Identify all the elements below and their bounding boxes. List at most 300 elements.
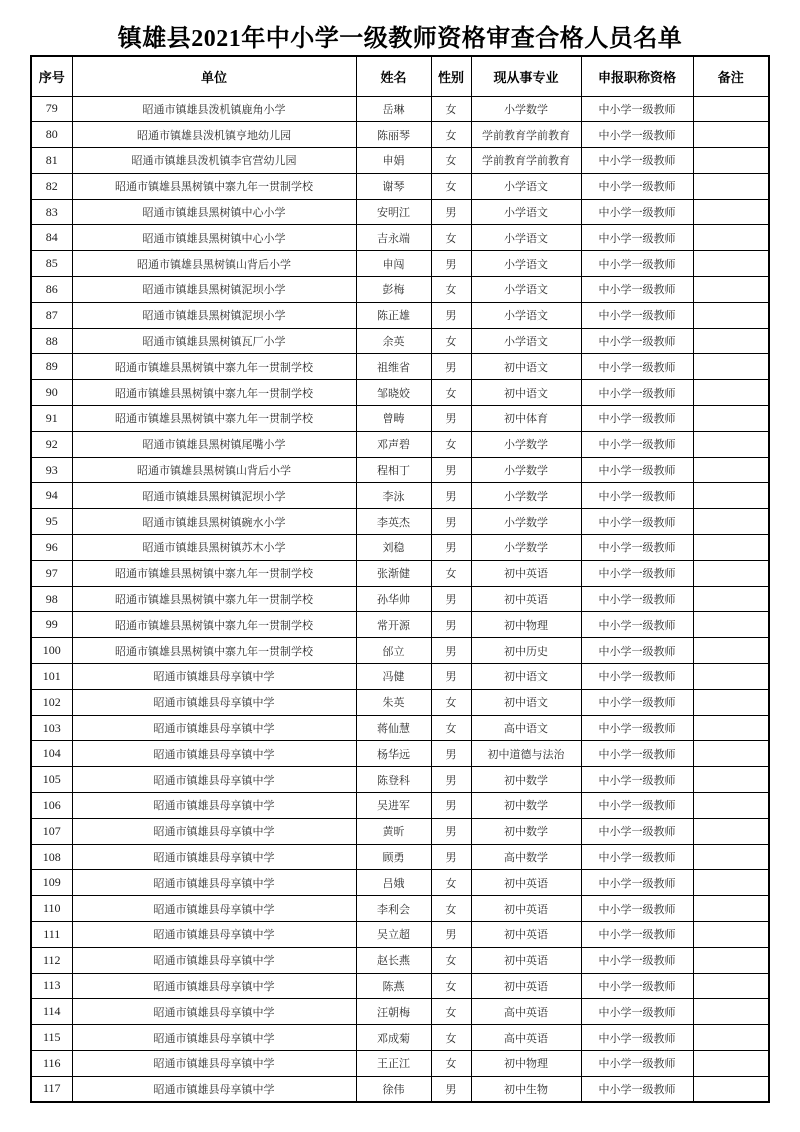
cell-qualification: 中小学一级教师	[581, 664, 693, 690]
cell-subject: 初中英语	[471, 973, 581, 999]
cell-remark	[693, 689, 769, 715]
cell-no: 100	[31, 638, 72, 664]
cell-name: 李利会	[356, 896, 431, 922]
table-row	[31, 586, 769, 612]
cell-subject: 初中英语	[471, 560, 581, 586]
cell-name: 陈丽琴	[356, 122, 431, 148]
cell-gender: 女	[431, 896, 471, 922]
table-row	[31, 612, 769, 638]
table-row	[31, 483, 769, 509]
table-row	[31, 302, 769, 328]
cell-remark	[693, 251, 769, 277]
cell-no: 105	[31, 767, 72, 793]
table-row	[31, 818, 769, 844]
cell-no: 93	[31, 457, 72, 483]
cell-gender: 男	[431, 818, 471, 844]
cell-unit: 昭通市镇雄县母享镇中学	[72, 818, 356, 844]
cell-gender: 女	[431, 870, 471, 896]
cell-remark	[693, 715, 769, 741]
cell-unit: 昭通市镇雄县母享镇中学	[72, 1025, 356, 1051]
cell-unit: 昭通市镇雄县母享镇中学	[72, 664, 356, 690]
table-row	[31, 999, 769, 1025]
cell-no: 116	[31, 1050, 72, 1076]
cell-name: 邓声碧	[356, 431, 431, 457]
cell-name: 吴进军	[356, 793, 431, 819]
cell-remark	[693, 664, 769, 690]
header-qualification: 申报职称资格	[581, 56, 693, 96]
cell-name: 常开源	[356, 612, 431, 638]
cell-no: 108	[31, 844, 72, 870]
cell-remark	[693, 870, 769, 896]
table-row	[31, 560, 769, 586]
cell-gender: 女	[431, 148, 471, 174]
cell-qualification: 中小学一级教师	[581, 277, 693, 303]
table-row	[31, 767, 769, 793]
cell-name: 徐伟	[356, 1076, 431, 1102]
cell-gender: 男	[431, 406, 471, 432]
table-row	[31, 328, 769, 354]
cell-no: 111	[31, 922, 72, 948]
cell-no: 103	[31, 715, 72, 741]
cell-name: 王正江	[356, 1050, 431, 1076]
cell-unit: 昭通市镇雄县泼机镇李官营幼儿园	[72, 148, 356, 174]
cell-remark	[693, 96, 769, 122]
cell-no: 82	[31, 173, 72, 199]
cell-no: 88	[31, 328, 72, 354]
cell-gender: 女	[431, 1025, 471, 1051]
cell-qualification: 中小学一级教师	[581, 1025, 693, 1051]
table-row	[31, 96, 769, 122]
cell-subject: 小学语文	[471, 251, 581, 277]
header-no: 序号	[31, 56, 72, 96]
cell-remark	[693, 947, 769, 973]
table-row	[31, 380, 769, 406]
cell-qualification: 中小学一级教师	[581, 1050, 693, 1076]
cell-remark	[693, 173, 769, 199]
cell-subject: 初中道德与法治	[471, 741, 581, 767]
cell-name: 祖维省	[356, 354, 431, 380]
table-row	[31, 122, 769, 148]
cell-no: 97	[31, 560, 72, 586]
cell-name: 曾畴	[356, 406, 431, 432]
cell-qualification: 中小学一级教师	[581, 1076, 693, 1102]
cell-qualification: 中小学一级教师	[581, 406, 693, 432]
cell-name: 冯健	[356, 664, 431, 690]
cell-gender: 男	[431, 251, 471, 277]
cell-subject: 小学语文	[471, 173, 581, 199]
cell-remark	[693, 354, 769, 380]
cell-subject: 初中英语	[471, 586, 581, 612]
cell-no: 96	[31, 535, 72, 561]
table-row	[31, 199, 769, 225]
cell-no: 92	[31, 431, 72, 457]
cell-no: 110	[31, 896, 72, 922]
cell-gender: 女	[431, 560, 471, 586]
table-row	[31, 922, 769, 948]
page-title: 镇雄县2021年中小学一级教师资格审查合格人员名单	[117, 26, 683, 52]
cell-unit: 昭通市镇雄县黑树镇中寨九年一贯制学校	[72, 560, 356, 586]
cell-gender: 男	[431, 638, 471, 664]
cell-gender: 男	[431, 741, 471, 767]
cell-unit: 昭通市镇雄县黑树镇尾嘴小学	[72, 431, 356, 457]
cell-no: 104	[31, 741, 72, 767]
cell-gender: 男	[431, 844, 471, 870]
table-row	[31, 509, 769, 535]
cell-remark	[693, 328, 769, 354]
cell-qualification: 中小学一级教师	[581, 173, 693, 199]
cell-unit: 昭通市镇雄县黑树镇中寨九年一贯制学校	[72, 173, 356, 199]
cell-unit: 昭通市镇雄县黑树镇泥坝小学	[72, 483, 356, 509]
cell-no: 107	[31, 818, 72, 844]
cell-unit: 昭通市镇雄县黑树镇中寨九年一贯制学校	[72, 406, 356, 432]
cell-qualification: 中小学一级教师	[581, 612, 693, 638]
cell-qualification: 中小学一级教师	[581, 896, 693, 922]
header-subject: 现从事专业	[471, 56, 581, 96]
cell-no: 81	[31, 148, 72, 174]
cell-unit: 昭通市镇雄县母享镇中学	[72, 1050, 356, 1076]
cell-subject: 初中历史	[471, 638, 581, 664]
cell-no: 101	[31, 664, 72, 690]
cell-gender: 女	[431, 431, 471, 457]
cell-subject: 初中英语	[471, 947, 581, 973]
cell-remark	[693, 999, 769, 1025]
table-row	[31, 664, 769, 690]
cell-unit: 昭通市镇雄县母享镇中学	[72, 999, 356, 1025]
cell-subject: 小学数学	[471, 457, 581, 483]
cell-unit: 昭通市镇雄县母享镇中学	[72, 689, 356, 715]
cell-subject: 初中语文	[471, 664, 581, 690]
cell-no: 91	[31, 406, 72, 432]
cell-remark	[693, 199, 769, 225]
table-row	[31, 148, 769, 174]
cell-unit: 昭通市镇雄县黑树镇瓦厂小学	[72, 328, 356, 354]
cell-unit: 昭通市镇雄县母享镇中学	[72, 844, 356, 870]
cell-unit: 昭通市镇雄县黑树镇泥坝小学	[72, 277, 356, 303]
cell-subject: 初中数学	[471, 818, 581, 844]
table-row	[31, 225, 769, 251]
cell-gender: 男	[431, 535, 471, 561]
table-row	[31, 844, 769, 870]
table-row	[31, 793, 769, 819]
cell-qualification: 中小学一级教师	[581, 586, 693, 612]
cell-subject: 小学数学	[471, 431, 581, 457]
cell-qualification: 中小学一级教师	[581, 199, 693, 225]
cell-gender: 女	[431, 173, 471, 199]
cell-remark	[693, 586, 769, 612]
cell-remark	[693, 122, 769, 148]
cell-name: 孙华帅	[356, 586, 431, 612]
table-row	[31, 406, 769, 432]
cell-gender: 男	[431, 586, 471, 612]
cell-no: 98	[31, 586, 72, 612]
table-row	[31, 870, 769, 896]
cell-no: 87	[31, 302, 72, 328]
cell-unit: 昭通市镇雄县黑树镇中寨九年一贯制学校	[72, 354, 356, 380]
cell-name: 陈正雄	[356, 302, 431, 328]
cell-subject: 初中体育	[471, 406, 581, 432]
cell-name: 申娟	[356, 148, 431, 174]
cell-remark	[693, 509, 769, 535]
table-row	[31, 535, 769, 561]
table-row	[31, 277, 769, 303]
cell-qualification: 中小学一级教师	[581, 251, 693, 277]
cell-remark	[693, 431, 769, 457]
cell-subject: 小学语文	[471, 199, 581, 225]
cell-remark	[693, 483, 769, 509]
cell-subject: 初中语文	[471, 689, 581, 715]
cell-unit: 昭通市镇雄县黑树镇中寨九年一贯制学校	[72, 612, 356, 638]
cell-gender: 男	[431, 612, 471, 638]
cell-subject: 初中语文	[471, 380, 581, 406]
cell-remark	[693, 793, 769, 819]
table-row	[31, 638, 769, 664]
cell-qualification: 中小学一级教师	[581, 457, 693, 483]
cell-no: 117	[31, 1076, 72, 1102]
cell-no: 79	[31, 96, 72, 122]
table-row	[31, 715, 769, 741]
cell-remark	[693, 638, 769, 664]
cell-gender: 女	[431, 947, 471, 973]
cell-gender: 女	[431, 999, 471, 1025]
cell-no: 83	[31, 199, 72, 225]
cell-unit: 昭通市镇雄县黑树镇中寨九年一贯制学校	[72, 638, 356, 664]
cell-name: 陈燕	[356, 973, 431, 999]
cell-qualification: 中小学一级教师	[581, 560, 693, 586]
table-row	[31, 741, 769, 767]
cell-no: 84	[31, 225, 72, 251]
cell-subject: 初中物理	[471, 1050, 581, 1076]
cell-remark	[693, 380, 769, 406]
cell-remark	[693, 277, 769, 303]
cell-qualification: 中小学一级教师	[581, 535, 693, 561]
cell-no: 115	[31, 1025, 72, 1051]
cell-remark	[693, 612, 769, 638]
cell-name: 安明江	[356, 199, 431, 225]
cell-no: 94	[31, 483, 72, 509]
cell-qualification: 中小学一级教师	[581, 638, 693, 664]
header-gender: 性别	[431, 56, 471, 96]
cell-no: 112	[31, 947, 72, 973]
cell-name: 谢琴	[356, 173, 431, 199]
cell-unit: 昭通市镇雄县母享镇中学	[72, 922, 356, 948]
cell-remark	[693, 767, 769, 793]
cell-no: 95	[31, 509, 72, 535]
cell-unit: 昭通市镇雄县母享镇中学	[72, 793, 356, 819]
cell-subject: 初中数学	[471, 767, 581, 793]
cell-qualification: 中小学一级教师	[581, 870, 693, 896]
cell-gender: 女	[431, 715, 471, 741]
cell-qualification: 中小学一级教师	[581, 793, 693, 819]
cell-qualification: 中小学一级教师	[581, 122, 693, 148]
cell-subject: 高中英语	[471, 999, 581, 1025]
cell-name: 黄昕	[356, 818, 431, 844]
cell-remark	[693, 225, 769, 251]
cell-name: 李泳	[356, 483, 431, 509]
cell-qualification: 中小学一级教师	[581, 947, 693, 973]
cell-name: 朱英	[356, 689, 431, 715]
cell-gender: 女	[431, 689, 471, 715]
cell-unit: 昭通市镇雄县黑树镇中心小学	[72, 199, 356, 225]
cell-qualification: 中小学一级教师	[581, 302, 693, 328]
cell-no: 85	[31, 251, 72, 277]
cell-gender: 男	[431, 483, 471, 509]
cell-gender: 女	[431, 277, 471, 303]
cell-name: 蒋仙慧	[356, 715, 431, 741]
cell-qualification: 中小学一级教师	[581, 483, 693, 509]
cell-unit: 昭通市镇雄县母享镇中学	[72, 1076, 356, 1102]
cell-unit: 昭通市镇雄县母享镇中学	[72, 715, 356, 741]
cell-remark	[693, 896, 769, 922]
cell-subject: 学前教育学前教育	[471, 148, 581, 174]
table-row	[31, 896, 769, 922]
header-unit: 单位	[72, 56, 356, 96]
cell-no: 99	[31, 612, 72, 638]
teacher-roster-table	[30, 55, 770, 1103]
cell-subject: 高中数学	[471, 844, 581, 870]
cell-name: 彭梅	[356, 277, 431, 303]
cell-gender: 男	[431, 199, 471, 225]
cell-unit: 昭通市镇雄县黑树镇山背后小学	[72, 457, 356, 483]
cell-qualification: 中小学一级教师	[581, 380, 693, 406]
cell-name: 陈登科	[356, 767, 431, 793]
cell-gender: 女	[431, 1050, 471, 1076]
cell-remark	[693, 148, 769, 174]
cell-gender: 男	[431, 922, 471, 948]
cell-no: 114	[31, 999, 72, 1025]
cell-name: 吕娥	[356, 870, 431, 896]
header-remark: 备注	[693, 56, 769, 96]
table-row	[31, 1050, 769, 1076]
cell-qualification: 中小学一级教师	[581, 354, 693, 380]
cell-name: 程相丁	[356, 457, 431, 483]
cell-gender: 男	[431, 302, 471, 328]
cell-remark	[693, 1050, 769, 1076]
table-row	[31, 1076, 769, 1102]
cell-qualification: 中小学一级教师	[581, 999, 693, 1025]
table-row	[31, 947, 769, 973]
cell-name: 岳琳	[356, 96, 431, 122]
cell-name: 吴立超	[356, 922, 431, 948]
cell-remark	[693, 922, 769, 948]
cell-remark	[693, 457, 769, 483]
cell-subject: 初中英语	[471, 896, 581, 922]
cell-subject: 小学数学	[471, 483, 581, 509]
cell-gender: 男	[431, 457, 471, 483]
cell-name: 申闯	[356, 251, 431, 277]
cell-qualification: 中小学一级教师	[581, 844, 693, 870]
cell-subject: 初中生物	[471, 1076, 581, 1102]
cell-name: 邓成菊	[356, 1025, 431, 1051]
cell-name: 余英	[356, 328, 431, 354]
cell-subject: 小学数学	[471, 96, 581, 122]
cell-name: 邹晓姣	[356, 380, 431, 406]
cell-subject: 初中英语	[471, 870, 581, 896]
cell-qualification: 中小学一级教师	[581, 328, 693, 354]
cell-remark	[693, 302, 769, 328]
table-row	[31, 173, 769, 199]
cell-gender: 女	[431, 380, 471, 406]
cell-name: 赵长燕	[356, 947, 431, 973]
cell-gender: 男	[431, 1076, 471, 1102]
cell-gender: 男	[431, 509, 471, 535]
cell-subject: 学前教育学前教育	[471, 122, 581, 148]
cell-qualification: 中小学一级教师	[581, 509, 693, 535]
table-row	[31, 431, 769, 457]
cell-gender: 女	[431, 225, 471, 251]
cell-qualification: 中小学一级教师	[581, 767, 693, 793]
table-header-row	[31, 56, 769, 96]
cell-no: 90	[31, 380, 72, 406]
cell-gender: 女	[431, 973, 471, 999]
cell-remark	[693, 1025, 769, 1051]
cell-no: 80	[31, 122, 72, 148]
cell-subject: 小学数学	[471, 509, 581, 535]
cell-name: 杨华远	[356, 741, 431, 767]
cell-qualification: 中小学一级教师	[581, 225, 693, 251]
cell-unit: 昭通市镇雄县黑树镇苏木小学	[72, 535, 356, 561]
cell-qualification: 中小学一级教师	[581, 431, 693, 457]
cell-unit: 昭通市镇雄县黑树镇中寨九年一贯制学校	[72, 586, 356, 612]
cell-unit: 昭通市镇雄县母享镇中学	[72, 741, 356, 767]
cell-qualification: 中小学一级教师	[581, 689, 693, 715]
cell-qualification: 中小学一级教师	[581, 148, 693, 174]
cell-no: 106	[31, 793, 72, 819]
cell-qualification: 中小学一级教师	[581, 96, 693, 122]
cell-subject: 小学数学	[471, 535, 581, 561]
cell-gender: 女	[431, 122, 471, 148]
table-row	[31, 354, 769, 380]
cell-unit: 昭通市镇雄县黑树镇碗水小学	[72, 509, 356, 535]
cell-qualification: 中小学一级教师	[581, 973, 693, 999]
cell-subject: 初中英语	[471, 922, 581, 948]
cell-subject: 初中物理	[471, 612, 581, 638]
cell-unit: 昭通市镇雄县母享镇中学	[72, 973, 356, 999]
cell-unit: 昭通市镇雄县泼机镇鹿角小学	[72, 96, 356, 122]
cell-qualification: 中小学一级教师	[581, 741, 693, 767]
cell-unit: 昭通市镇雄县母享镇中学	[72, 767, 356, 793]
cell-remark	[693, 818, 769, 844]
cell-subject: 初中语文	[471, 354, 581, 380]
cell-name: 张渐健	[356, 560, 431, 586]
cell-gender: 男	[431, 354, 471, 380]
cell-gender: 女	[431, 328, 471, 354]
cell-remark	[693, 844, 769, 870]
cell-name: 李英杰	[356, 509, 431, 535]
cell-unit: 昭通市镇雄县黑树镇中心小学	[72, 225, 356, 251]
cell-subject: 初中数学	[471, 793, 581, 819]
cell-subject: 小学语文	[471, 328, 581, 354]
cell-name: 邰立	[356, 638, 431, 664]
cell-name: 吉永端	[356, 225, 431, 251]
cell-name: 汪朝梅	[356, 999, 431, 1025]
cell-remark	[693, 406, 769, 432]
cell-subject: 小学语文	[471, 277, 581, 303]
table-row	[31, 689, 769, 715]
cell-qualification: 中小学一级教师	[581, 818, 693, 844]
cell-gender: 男	[431, 767, 471, 793]
table-row	[31, 1025, 769, 1051]
cell-remark	[693, 741, 769, 767]
cell-gender: 男	[431, 664, 471, 690]
cell-remark	[693, 535, 769, 561]
cell-unit: 昭通市镇雄县泼机镇亨地幼儿园	[72, 122, 356, 148]
cell-subject: 高中英语	[471, 1025, 581, 1051]
cell-no: 86	[31, 277, 72, 303]
cell-unit: 昭通市镇雄县黑树镇山背后小学	[72, 251, 356, 277]
cell-remark	[693, 560, 769, 586]
cell-no: 89	[31, 354, 72, 380]
cell-no: 113	[31, 973, 72, 999]
